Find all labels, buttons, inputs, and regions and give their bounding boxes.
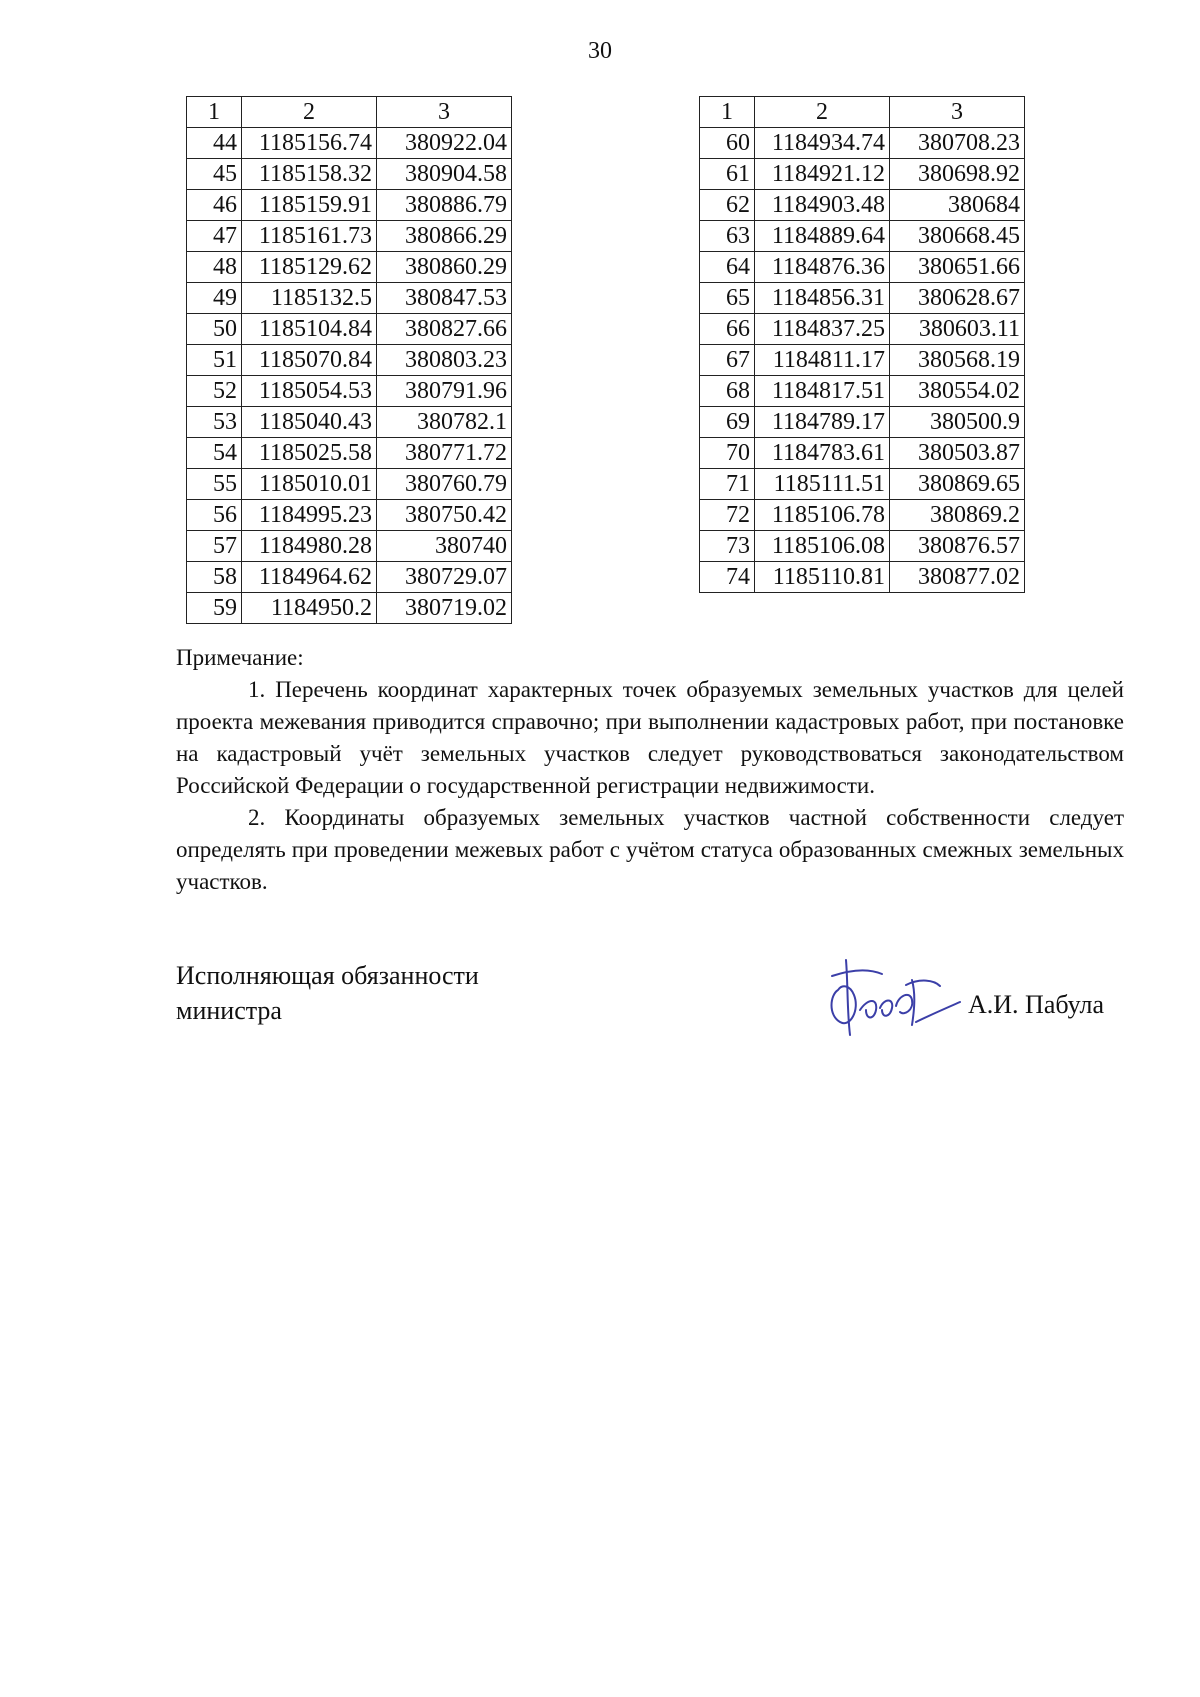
table-row [700, 376, 1025, 407]
table-row [700, 159, 1025, 190]
x-coordinate-cell: 1185104.84 [242, 314, 377, 345]
point-number-cell: 47 [187, 221, 242, 252]
notes-title: Примечание: [176, 645, 304, 670]
table-header-row [187, 97, 512, 128]
y-coordinate-cell: 380847.53 [377, 283, 512, 314]
table-row [187, 190, 512, 221]
x-coordinate-cell: 1184856.31 [755, 283, 890, 314]
point-number-cell: 52 [187, 376, 242, 407]
notes-section [176, 642, 1124, 898]
handwritten-signature [820, 940, 970, 1050]
y-coordinate-cell: 380791.96 [377, 376, 512, 407]
table-row [187, 252, 512, 283]
x-coordinate-cell: 1185010.01 [242, 469, 377, 500]
point-number-cell: 55 [187, 469, 242, 500]
table-row [187, 531, 512, 562]
signatory-position-line: Исполняющая обязанности [176, 961, 479, 990]
coordinates-table-right [699, 96, 1025, 593]
x-coordinate-cell: 1184995.23 [242, 500, 377, 531]
point-number-cell: 50 [187, 314, 242, 345]
x-coordinate-cell: 1185111.51 [755, 469, 890, 500]
y-coordinate-cell: 380869.2 [890, 500, 1025, 531]
y-coordinate-cell: 380877.02 [890, 562, 1025, 593]
x-coordinate-cell: 1185040.43 [242, 407, 377, 438]
x-coordinate-cell: 1184783.61 [755, 438, 890, 469]
point-number-cell: 51 [187, 345, 242, 376]
x-coordinate-cell: 1184876.36 [755, 252, 890, 283]
y-coordinate-cell: 380771.72 [377, 438, 512, 469]
table-row [187, 469, 512, 500]
y-coordinate-cell: 380904.58 [377, 159, 512, 190]
table-row [187, 593, 512, 624]
x-coordinate-cell: 1185070.84 [242, 345, 377, 376]
table-row [187, 159, 512, 190]
y-coordinate-cell: 380729.07 [377, 562, 512, 593]
signatory-name: А.И. Пабула [968, 990, 1104, 1019]
table-row [700, 531, 1025, 562]
y-coordinate-cell: 380628.67 [890, 283, 1025, 314]
point-number-cell: 48 [187, 252, 242, 283]
x-coordinate-cell: 1184921.12 [755, 159, 890, 190]
table-row [700, 190, 1025, 221]
x-coordinate-cell: 1184934.74 [755, 128, 890, 159]
point-number-cell: 49 [187, 283, 242, 314]
note-item: 2. Координаты образуемых земельных участков частной собственности следует определять при проведении межевых работ с учётом статуса образованных смежных земельных участков. [176, 805, 1124, 894]
y-coordinate-cell: 380708.23 [890, 128, 1025, 159]
table-row [187, 407, 512, 438]
note-item: 1. Перечень координат характерных точек образуемых земельных участков для целей проекта межевания приводится справочно; при выполнении кадастровых работ, при постановке на кадастровый учёт земельных участков следует руководствоваться законодательством Российской Федерации о государственной регистрации недвижимости. [176, 677, 1124, 798]
y-coordinate-cell: 380760.79 [377, 469, 512, 500]
y-coordinate-cell: 380866.29 [377, 221, 512, 252]
y-coordinate-cell: 380827.66 [377, 314, 512, 345]
signatory-position [176, 958, 479, 1028]
x-coordinate-cell: 1185132.5 [242, 283, 377, 314]
table-row [187, 283, 512, 314]
x-coordinate-cell: 1184980.28 [242, 531, 377, 562]
point-number-cell: 57 [187, 531, 242, 562]
table-row [187, 562, 512, 593]
table-row [700, 128, 1025, 159]
y-coordinate-cell: 380782.1 [377, 407, 512, 438]
x-coordinate-cell: 1185158.32 [242, 159, 377, 190]
point-number-cell: 65 [700, 283, 755, 314]
x-coordinate-cell: 1185156.74 [242, 128, 377, 159]
y-coordinate-cell: 380668.45 [890, 221, 1025, 252]
x-coordinate-cell: 1185106.78 [755, 500, 890, 531]
point-number-cell: 72 [700, 500, 755, 531]
x-coordinate-cell: 1185025.58 [242, 438, 377, 469]
point-number-cell: 56 [187, 500, 242, 531]
x-coordinate-cell: 1185110.81 [755, 562, 890, 593]
point-number-cell: 46 [187, 190, 242, 221]
x-coordinate-cell: 1184789.17 [755, 407, 890, 438]
point-number-cell: 68 [700, 376, 755, 407]
x-coordinate-cell: 1184889.64 [755, 221, 890, 252]
point-number-cell: 63 [700, 221, 755, 252]
column-header: 1 [700, 97, 755, 128]
column-header: 3 [377, 97, 512, 128]
table-row [700, 500, 1025, 531]
y-coordinate-cell: 380740 [377, 531, 512, 562]
table-row [700, 221, 1025, 252]
point-number-cell: 54 [187, 438, 242, 469]
point-number-cell: 64 [700, 252, 755, 283]
table-row [700, 438, 1025, 469]
y-coordinate-cell: 380750.42 [377, 500, 512, 531]
point-number-cell: 44 [187, 128, 242, 159]
table-row [187, 128, 512, 159]
point-number-cell: 67 [700, 345, 755, 376]
point-number-cell: 66 [700, 314, 755, 345]
point-number-cell: 60 [700, 128, 755, 159]
x-coordinate-cell: 1184964.62 [242, 562, 377, 593]
point-number-cell: 59 [187, 593, 242, 624]
x-coordinate-cell: 1185159.91 [242, 190, 377, 221]
table-row [187, 221, 512, 252]
column-header: 1 [187, 97, 242, 128]
y-coordinate-cell: 380922.04 [377, 128, 512, 159]
y-coordinate-cell: 380698.92 [890, 159, 1025, 190]
point-number-cell: 61 [700, 159, 755, 190]
y-coordinate-cell: 380651.66 [890, 252, 1025, 283]
y-coordinate-cell: 380603.11 [890, 314, 1025, 345]
table-row [187, 314, 512, 345]
table-row [700, 345, 1025, 376]
column-header: 2 [242, 97, 377, 128]
x-coordinate-cell: 1184837.25 [755, 314, 890, 345]
x-coordinate-cell: 1184903.48 [755, 190, 890, 221]
point-number-cell: 74 [700, 562, 755, 593]
x-coordinate-cell: 1184811.17 [755, 345, 890, 376]
x-coordinate-cell: 1184817.51 [755, 376, 890, 407]
page-number: 30 [588, 38, 612, 64]
point-number-cell: 70 [700, 438, 755, 469]
point-number-cell: 69 [700, 407, 755, 438]
table-row [700, 469, 1025, 500]
x-coordinate-cell: 1185106.08 [755, 531, 890, 562]
table-row [700, 407, 1025, 438]
table-row [700, 252, 1025, 283]
y-coordinate-cell: 380803.23 [377, 345, 512, 376]
y-coordinate-cell: 380719.02 [377, 593, 512, 624]
table-row [700, 283, 1025, 314]
y-coordinate-cell: 380869.65 [890, 469, 1025, 500]
table-row [187, 500, 512, 531]
point-number-cell: 71 [700, 469, 755, 500]
table-row [700, 562, 1025, 593]
y-coordinate-cell: 380886.79 [377, 190, 512, 221]
column-header: 3 [890, 97, 1025, 128]
x-coordinate-cell: 1184950.2 [242, 593, 377, 624]
table-row [187, 376, 512, 407]
y-coordinate-cell: 380503.87 [890, 438, 1025, 469]
x-coordinate-cell: 1185129.62 [242, 252, 377, 283]
x-coordinate-cell: 1185054.53 [242, 376, 377, 407]
y-coordinate-cell: 380684 [890, 190, 1025, 221]
point-number-cell: 62 [700, 190, 755, 221]
y-coordinate-cell: 380876.57 [890, 531, 1025, 562]
y-coordinate-cell: 380500.9 [890, 407, 1025, 438]
table-row [700, 314, 1025, 345]
y-coordinate-cell: 380568.19 [890, 345, 1025, 376]
y-coordinate-cell: 380860.29 [377, 252, 512, 283]
y-coordinate-cell: 380554.02 [890, 376, 1025, 407]
signatory-position-line: министра [176, 996, 282, 1025]
table-row [187, 345, 512, 376]
coordinates-table-left [186, 96, 512, 624]
point-number-cell: 53 [187, 407, 242, 438]
column-header: 2 [755, 97, 890, 128]
x-coordinate-cell: 1185161.73 [242, 221, 377, 252]
table-header-row [700, 97, 1025, 128]
table-row [187, 438, 512, 469]
point-number-cell: 45 [187, 159, 242, 190]
point-number-cell: 73 [700, 531, 755, 562]
point-number-cell: 58 [187, 562, 242, 593]
